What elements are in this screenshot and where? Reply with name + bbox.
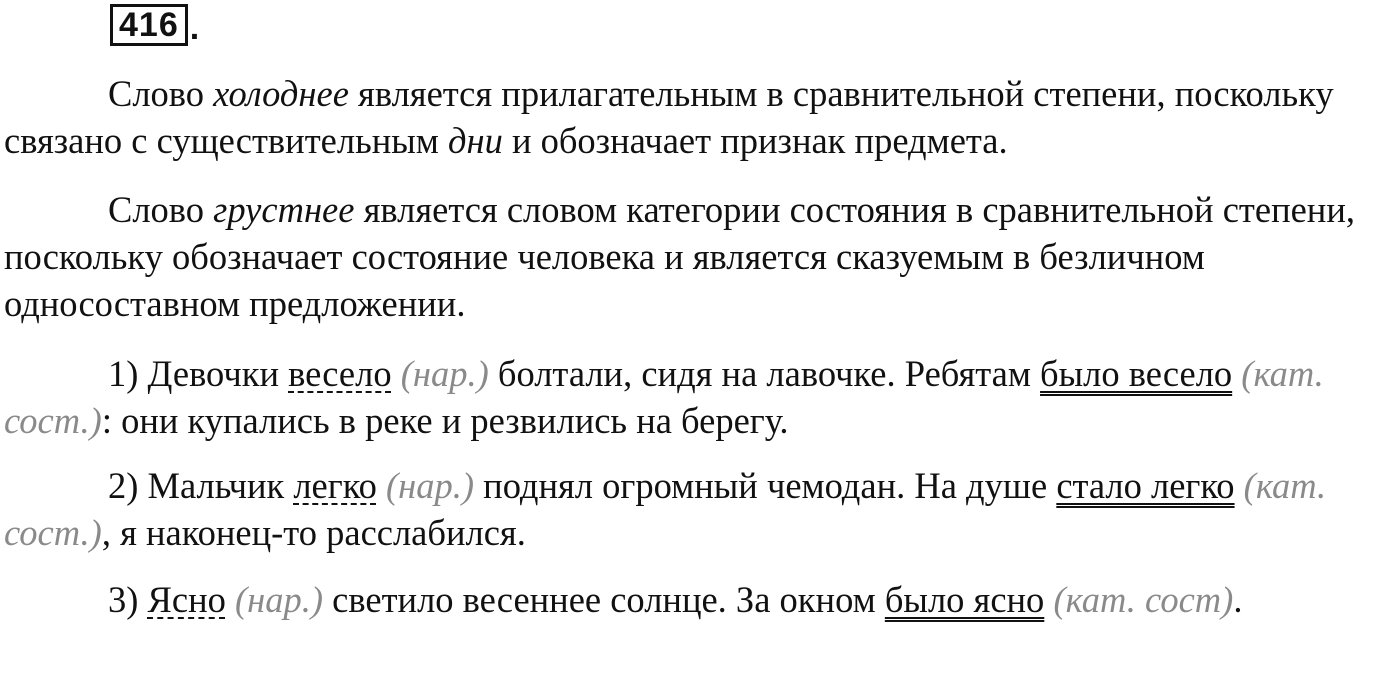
state-bylo-yasno: было ясно — [884, 579, 1045, 620]
adverb-legko: легко — [293, 465, 377, 506]
note-adverb: (нар.) — [400, 353, 489, 394]
adverb-veselo: весело — [288, 353, 392, 394]
state-bylo-veselo: было весело — [1040, 353, 1233, 394]
exercise-number — [110, 6, 199, 46]
word-kholodnee: холоднее — [213, 73, 349, 114]
example-3: 3) Ясно (нар.) светило весеннее солнце. За окном было ясно (кат. сост). — [108, 579, 1243, 620]
note-adverb: (нар.) — [385, 465, 475, 506]
note-state-category: (кат. сост.) — [4, 465, 1327, 553]
example-2: 2) Мальчик легко (нар.) поднял огромный чемодан. На душе стало легко (кат. сост.), я наконец-то расслабился. — [4, 465, 1327, 553]
word-grustnee: грустнее — [213, 189, 355, 230]
paragraph-kholodnee: Слово холоднее является прилагательным в сравнительной степени, поскольку связано с существительным дни и обозначает признак предмета. — [4, 73, 1334, 161]
example-1: 1) Девочки весело (нар.) болтали, сидя на лавочке. Ребятам было весело (кат. сост.): они купались в реке и резвились на берегу. — [4, 353, 1324, 441]
exercise-number-dot: . — [189, 9, 200, 47]
note-state-category: (кат. сост.) — [4, 353, 1324, 441]
adverb-yasno: Ясно — [147, 579, 226, 620]
exercise-number-box: 416 — [110, 4, 188, 46]
state-stalo-legko: стало легко — [1056, 465, 1235, 506]
paragraph-grustnee: Слово грустнее является словом категории состояния в сравнительной степени, поскольку обозначает состояние человека и является сказуемым в безличном односоставном предложении. — [4, 189, 1355, 324]
word-dni: дни — [448, 120, 503, 161]
note-state-category: (кат. сост) — [1053, 579, 1234, 620]
note-adverb: (нар.) — [235, 579, 324, 620]
